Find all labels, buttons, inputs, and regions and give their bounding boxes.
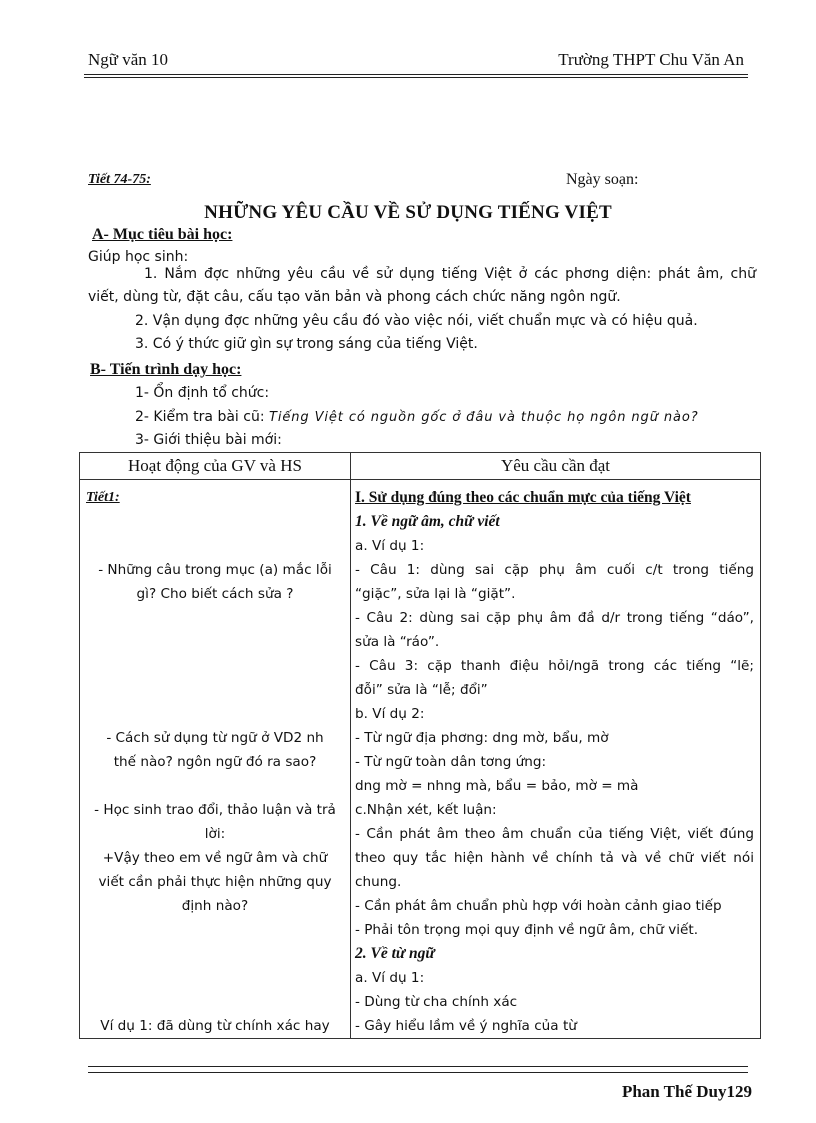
header-subject: Ngữ văn 10: [88, 50, 169, 69]
goal-2: 2. Vận dụng đợc những yêu cầu đó vào việc nói, viết chuẩn mực và có hiệu quả.: [135, 313, 698, 329]
right-r3: dng mờ = nhng mà, bẩu = bảo, mờ = mà: [355, 778, 639, 794]
right-r4: c.Nhận xét, kết luận:: [355, 802, 497, 818]
table-header-requirements: Yêu cầu cần đạt: [351, 453, 761, 480]
right-r9: - Gây hiểu lầm về ý nghĩa của từ: [355, 1018, 577, 1034]
left-q5-l1: Ví dụ 1: đã dùng từ chính xác hay: [100, 1018, 330, 1034]
section-b-heading: B- Tiến trình dạy học:: [90, 361, 242, 378]
left-tiet: Tiết1:: [86, 490, 120, 505]
footer-rule-thin: [88, 1072, 748, 1073]
left-q3-l2: lời:: [204, 826, 226, 842]
left-q4-l1: +Vậy theo em về ngữ âm và chữ: [102, 850, 328, 866]
goal-1-line-1: 1. Nắm đợc những yêu cầu về sử dụng tiếng Việt ở các phơng diện: phát âm, chữ: [144, 266, 756, 282]
step-2-question: Tiếng Việt có nguồn gốc ở đâu và thuộc họ ngôn ngữ nào?: [269, 410, 699, 425]
left-q1-l1: - Những câu trong mục (a) mắc lỗi: [98, 562, 332, 578]
step-3: 3- Giới thiệu bài mới:: [135, 432, 282, 448]
header-school: Trường THPT Chu Văn An: [558, 50, 744, 69]
right-sub-2: 2. Về từ ngữ: [355, 945, 435, 962]
left-q4-l2: viết cần phải thực hiện những quy: [98, 874, 332, 890]
requirements-cell: [351, 480, 761, 1039]
goal-1-line-2: viết, dùng từ, đặt câu, cấu tạo văn bản và phong cách chức năng ngôn ngữ.: [88, 289, 621, 305]
lesson-period: Tiết 74-75:: [88, 172, 151, 187]
left-q2-l2: thế nào? ngôn ngữ đó ra sao?: [113, 754, 317, 770]
right-r5-l1: - Cần phát âm theo âm chuẩn của tiếng Việt, viết đúng: [355, 826, 754, 842]
left-q2-l1: - Cách sử dụng từ ngữ ở VD2 nh: [106, 730, 324, 746]
table-header-row: [80, 453, 761, 480]
right-vd2: b. Ví dụ 2:: [355, 706, 425, 722]
right-c3-l1: - Câu 3: cặp thanh điệu hỏi/ngã trong các tiếng “lẽ;: [355, 658, 754, 674]
page-title: NHỮNG YÊU CẦU VỀ SỬ DỤNG TIẾNG VIỆT: [204, 202, 612, 223]
step-2-label: 2- Kiểm tra bài cũ:: [135, 409, 265, 425]
section-a-intro: Giúp học sinh:: [88, 249, 189, 265]
right-vd1: a. Ví dụ 1:: [355, 538, 425, 554]
left-q3-l1: - Học sinh trao đổi, thảo luận và trả: [94, 802, 336, 818]
goal-3: 3. Có ý thức giữ gìn sự trong sáng của tiếng Việt.: [135, 336, 478, 352]
step-1: 1- Ổn định tổ chức:: [135, 385, 270, 401]
right-c1-l2: “giặc”, sửa lại là “giặt”.: [355, 586, 516, 602]
footer-rule-thick: [88, 1066, 748, 1067]
section-a-heading: A- Mục tiêu bài học:: [92, 226, 233, 243]
header-rule: [84, 74, 748, 78]
footer-author: Phan Thế Duy129: [621, 1082, 752, 1101]
right-c3-l2: đỗi” sửa là “lễ; đổi”: [355, 682, 488, 698]
right-r7: - Phải tôn trọng mọi quy định về ngữ âm, chữ viết.: [355, 922, 699, 938]
lesson-plan-table: [79, 452, 761, 1039]
left-q4-l3: định nào?: [181, 898, 249, 914]
right-r5-l2: theo quy tắc hiện hành về chính tả và về chữ viết nói: [355, 850, 754, 866]
table-header-activities: Hoạt động của GV và HS: [80, 453, 351, 480]
right-vd3: a. Ví dụ 1:: [355, 970, 425, 986]
right-heading: I. Sử dụng đúng theo các chuẩn mực của tiếng Việt: [355, 489, 691, 506]
lesson-date-label: Ngày soạn:: [566, 171, 639, 188]
right-r6: - Cần phát âm chuẩn phù hợp với hoàn cảnh giao tiếp: [355, 898, 722, 914]
table-row: [80, 480, 761, 1039]
left-q1-l2: gì? Cho biết cách sửa ?: [136, 586, 294, 602]
right-r2: - Từ ngữ toàn dân tơng ứng:: [355, 754, 547, 770]
right-c1-l1: - Câu 1: dùng sai cặp phụ âm cuối c/t trong tiếng: [355, 562, 754, 578]
right-c2-l1: - Câu 2: dùng sai cặp phụ âm đầ d/r trong tiếng “dáo”,: [355, 610, 754, 626]
right-r5-l3: chung.: [355, 874, 402, 890]
right-r1: - Từ ngữ địa phơng: dng mờ, bẩu, mờ: [355, 730, 609, 746]
right-r8: - Dùng từ cha chính xác: [355, 994, 518, 1010]
step-2: [135, 409, 699, 425]
activities-cell: [80, 480, 351, 1039]
right-sub-1: 1. Về ngữ âm, chữ viết: [355, 513, 500, 530]
right-c2-l2: sửa là “ráo”.: [355, 634, 440, 650]
